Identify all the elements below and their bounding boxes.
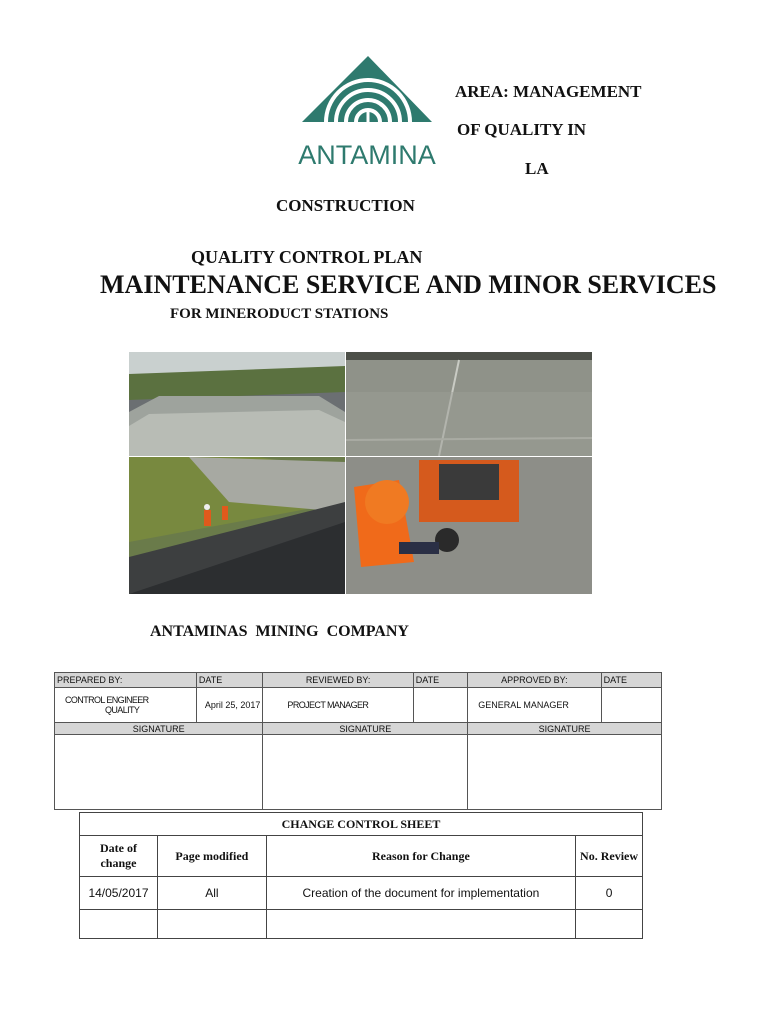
photo-slab: [346, 352, 592, 456]
signature-box-prepared: [55, 735, 263, 810]
date-label: DATE: [413, 673, 467, 688]
reviewed-date: [413, 688, 467, 723]
empty-cell: [576, 910, 643, 939]
logo-text: ANTAMINA: [298, 140, 436, 170]
prepared-date: April 25, 2017: [196, 688, 263, 723]
signature-box-approved: [468, 735, 662, 810]
date-label: DATE: [196, 673, 263, 688]
col-review-header: No. Review: [576, 836, 643, 877]
date-label: DATE: [601, 673, 661, 688]
col-date-header: Date of change: [80, 836, 158, 877]
area-line-1: AREA: MANAGEMENT: [455, 82, 642, 101]
prepared-label: PREPARED BY:: [55, 673, 197, 688]
plan-title: QUALITY CONTROL PLAN: [191, 247, 423, 267]
photo-cutting: [346, 457, 592, 594]
area-line-3: LA: [525, 159, 549, 178]
prepared-name-line-2: QUALITY: [105, 705, 140, 715]
photo-workers: [129, 457, 345, 594]
change-page: All: [157, 877, 266, 910]
empty-cell: [266, 910, 575, 939]
sub-title: FOR MINERODUCT STATIONS: [170, 306, 389, 322]
prepared-name-line-1: CONTROL ENGINEER: [65, 695, 149, 705]
area-line-2: OF QUALITY IN: [457, 120, 587, 139]
photo-pond: [129, 352, 345, 456]
empty-cell: [80, 910, 158, 939]
approved-name: GENERAL MANAGER: [468, 688, 601, 723]
signature-label: SIGNATURE: [468, 723, 662, 735]
prepared-name: [55, 688, 197, 723]
company-name: ANTAMINAS MINING COMPANY: [150, 623, 409, 640]
approved-label: APPROVED BY:: [468, 673, 601, 688]
approvals-table: [54, 672, 662, 810]
change-reason: Creation of the document for implementation: [266, 877, 575, 910]
table-row: [80, 877, 643, 910]
signature-box-reviewed: [263, 735, 468, 810]
col-reason-header: Reason for Change: [266, 836, 575, 877]
reviewed-name: PROJECT MANAGER: [263, 688, 413, 723]
col-page-header: Page modified: [157, 836, 266, 877]
approved-date: [601, 688, 661, 723]
area-line-4: CONSTRUCTION: [276, 196, 415, 215]
antamina-logo: [298, 52, 436, 178]
reviewed-label: REVIEWED BY:: [263, 673, 413, 688]
change-review: 0: [576, 877, 643, 910]
change-control-title: CHANGE CONTROL SHEET: [80, 813, 643, 836]
signature-label: SIGNATURE: [55, 723, 263, 735]
main-title: MAINTENANCE SERVICE AND MINOR SERVICES: [100, 270, 717, 299]
change-date: 14/05/2017: [80, 877, 158, 910]
photo-collage: [129, 352, 592, 594]
empty-cell: [157, 910, 266, 939]
change-control-table: [79, 812, 643, 939]
signature-label: SIGNATURE: [263, 723, 468, 735]
table-row: [80, 910, 643, 939]
